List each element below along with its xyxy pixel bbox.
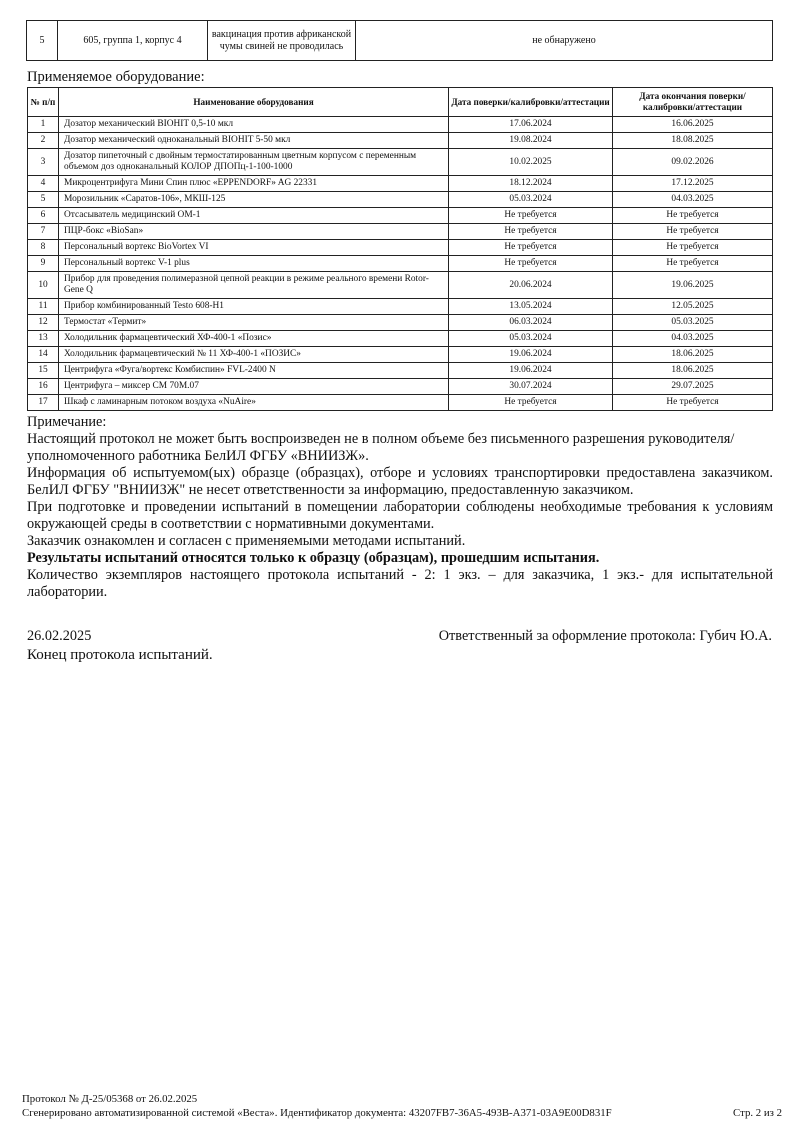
date-end: 18.06.2025 [613, 363, 773, 379]
table-row [28, 224, 773, 240]
equipment-name: Персональный вортекс BioVortex VI [59, 240, 449, 256]
table-row [28, 363, 773, 379]
equipment-name: Микроцентрифуга Мини Спин плюс «EPPENDORF» AG 22331 [59, 176, 449, 192]
equipment-table-body [28, 117, 773, 411]
date-end: 05.03.2025 [613, 315, 773, 331]
table-row [28, 272, 773, 299]
date-check: Не требуется [449, 224, 613, 240]
results-table [26, 20, 773, 61]
table-row [28, 379, 773, 395]
table-row [28, 315, 773, 331]
row-number: 4 [28, 176, 59, 192]
row-number: 3 [28, 149, 59, 176]
end-of-protocol: Конец протокола испытаний. [27, 647, 213, 663]
header-date-end: Дата окончания поверки/калибровки/аттестации [613, 88, 773, 117]
test-result: не обнаружено [356, 21, 773, 61]
equipment-name: Холодильник фармацевтический ХФ-400-1 «Позис» [59, 331, 449, 347]
equipment-name: Дозатор пипеточный с двойным термостатированным цветным корпусом с переменным объемом доз одноканальный КОЛОР ДПОПц-1-100-1000 [59, 149, 449, 176]
footer-generated-info: Сгенерировано автоматизированной системой «Веста». Идентификатор документа: 43207FB7-36A5-493B-A371-03A9E00D831F [22, 1107, 612, 1119]
equipment-name: Морозильник «Саратов-106», МКШ-125 [59, 192, 449, 208]
date-end: Не требуется [613, 208, 773, 224]
equipment-name: Дозатор механический BIOHIT 0,5-10 мкл [59, 117, 449, 133]
date-check: Не требуется [449, 240, 613, 256]
note-sample-info: Информация об испытуемом(ых) образце (образцах), отборе и условиях транспортировки предоставлена заказчиком. БелИЛ ФГБУ "ВНИИЗЖ" не несет ответственности за информацию, предоставленную заказчиком. [27, 465, 773, 498]
table-row [28, 256, 773, 272]
footer-protocol-number: Протокол № Д-25/05368 от 26.02.2025 [22, 1093, 198, 1105]
row-number: 2 [28, 133, 59, 149]
table-row [28, 176, 773, 192]
table-row [28, 331, 773, 347]
row-number: 14 [28, 347, 59, 363]
date-check: Не требуется [449, 256, 613, 272]
row-number: 1 [28, 117, 59, 133]
equipment-name: Центрифуга «Фуга/вортекс Комбиспин» FVL-2400 N [59, 363, 449, 379]
table-row [28, 133, 773, 149]
equipment-name: Прибор для проведения полимеразной цепной реакции в режиме реального времени Rotor-Gene Q [59, 272, 449, 299]
equipment-name: Персональный вортекс V-1 plus [59, 256, 449, 272]
table-header-row [28, 88, 773, 117]
sample-id: 605, группа 1, корпус 4 [58, 21, 208, 61]
date-check: 20.06.2024 [449, 272, 613, 299]
header-name: Наименование оборудования [59, 88, 449, 117]
row-number: 5 [28, 192, 59, 208]
date-end: 18.08.2025 [613, 133, 773, 149]
date-end: 18.06.2025 [613, 347, 773, 363]
date-end: Не требуется [613, 224, 773, 240]
note-environment: При подготовке и проведении испытаний в помещении лаборатории соблюдены необходимые требования к условиям окружающей среды в соответствии с нормативными документами. [27, 499, 773, 532]
row-number: 5 [27, 21, 58, 61]
date-end: 29.07.2025 [613, 379, 773, 395]
note-reproduction: Настоящий протокол не может быть воспроизведен не в полном объеме без письменного разрешения руководителя/уполномоченного работника БелИЛ ФГБУ «ВНИИЗЖ». [27, 431, 735, 464]
equipment-name: Шкаф с ламинарным потоком воздуха «NuAire» [59, 395, 449, 411]
date-check: 05.03.2024 [449, 192, 613, 208]
row-number: 7 [28, 224, 59, 240]
date-end: 17.12.2025 [613, 176, 773, 192]
date-check: 13.05.2024 [449, 299, 613, 315]
table-row [28, 395, 773, 411]
date-end: 19.06.2025 [613, 272, 773, 299]
row-number: 10 [28, 272, 59, 299]
date-check: 17.06.2024 [449, 117, 613, 133]
page-number: Стр. 2 из 2 [733, 1107, 782, 1119]
date-end: 04.03.2025 [613, 192, 773, 208]
table-row [27, 21, 773, 61]
row-number: 13 [28, 331, 59, 347]
header-num: № п/п [28, 88, 59, 117]
equipment-section-title: Применяемое оборудование: [27, 69, 205, 85]
notes-section [27, 414, 773, 601]
equipment-name: Прибор комбинированный Testo 608-H1 [59, 299, 449, 315]
date-check: Не требуется [449, 395, 613, 411]
row-number: 11 [28, 299, 59, 315]
date-end: 04.03.2025 [613, 331, 773, 347]
date-check: 05.03.2024 [449, 331, 613, 347]
table-row [28, 240, 773, 256]
date-check: 19.08.2024 [449, 133, 613, 149]
row-number: 12 [28, 315, 59, 331]
table-row [28, 299, 773, 315]
table-row [28, 208, 773, 224]
date-check: 06.03.2024 [449, 315, 613, 331]
equipment-table [27, 87, 773, 411]
date-check: 18.12.2024 [449, 176, 613, 192]
row-number: 15 [28, 363, 59, 379]
signature-date: 26.02.2025 [27, 628, 92, 644]
table-row [28, 117, 773, 133]
note-results-scope: Результаты испытаний относятся только к образцу (образцам), прошедшим испытания. [27, 550, 600, 566]
date-end: 09.02.2026 [613, 149, 773, 176]
date-check: 10.02.2025 [449, 149, 613, 176]
date-check: Не требуется [449, 208, 613, 224]
row-number: 17 [28, 395, 59, 411]
date-check: 19.06.2024 [449, 363, 613, 379]
date-end: 12.05.2025 [613, 299, 773, 315]
equipment-name: ПЦР-бокс «BioSan» [59, 224, 449, 240]
table-row [28, 192, 773, 208]
equipment-name: Холодильник фармацевтический № 11 ХФ-400-1 «ПОЗИС» [59, 347, 449, 363]
date-end: Не требуется [613, 395, 773, 411]
header-date-check: Дата поверки/калибровки/аттестации [449, 88, 613, 117]
note-customer-agreement: Заказчик ознакомлен и согласен с применяемыми методами испытаний. [27, 533, 466, 549]
date-check: 30.07.2024 [449, 379, 613, 395]
responsible-person: Ответственный за оформление протокола: Губич Ю.А. [438, 628, 772, 644]
date-end: 16.06.2025 [613, 117, 773, 133]
equipment-name: Дозатор механический одноканальный BIOHIT 5-50 мкл [59, 133, 449, 149]
date-end: Не требуется [613, 256, 773, 272]
notes-title: Примечание: [27, 414, 107, 430]
row-number: 6 [28, 208, 59, 224]
row-number: 8 [28, 240, 59, 256]
note-copies: Количество экземпляров настоящего протокола испытаний - 2: 1 экз. – для заказчика, 1 экз.- для испытательной лаборатории. [27, 567, 773, 600]
equipment-name: Отсасыватель медицинский ОМ-1 [59, 208, 449, 224]
equipment-name: Центрифуга – миксер СМ 70М.07 [59, 379, 449, 395]
date-check: 19.06.2024 [449, 347, 613, 363]
vaccination-status: вакцинация против африканской чумы свиней не проводилась [208, 21, 356, 61]
equipment-name: Термостат «Термит» [59, 315, 449, 331]
table-row [28, 149, 773, 176]
date-end: Не требуется [613, 240, 773, 256]
table-row [28, 347, 773, 363]
row-number: 16 [28, 379, 59, 395]
row-number: 9 [28, 256, 59, 272]
